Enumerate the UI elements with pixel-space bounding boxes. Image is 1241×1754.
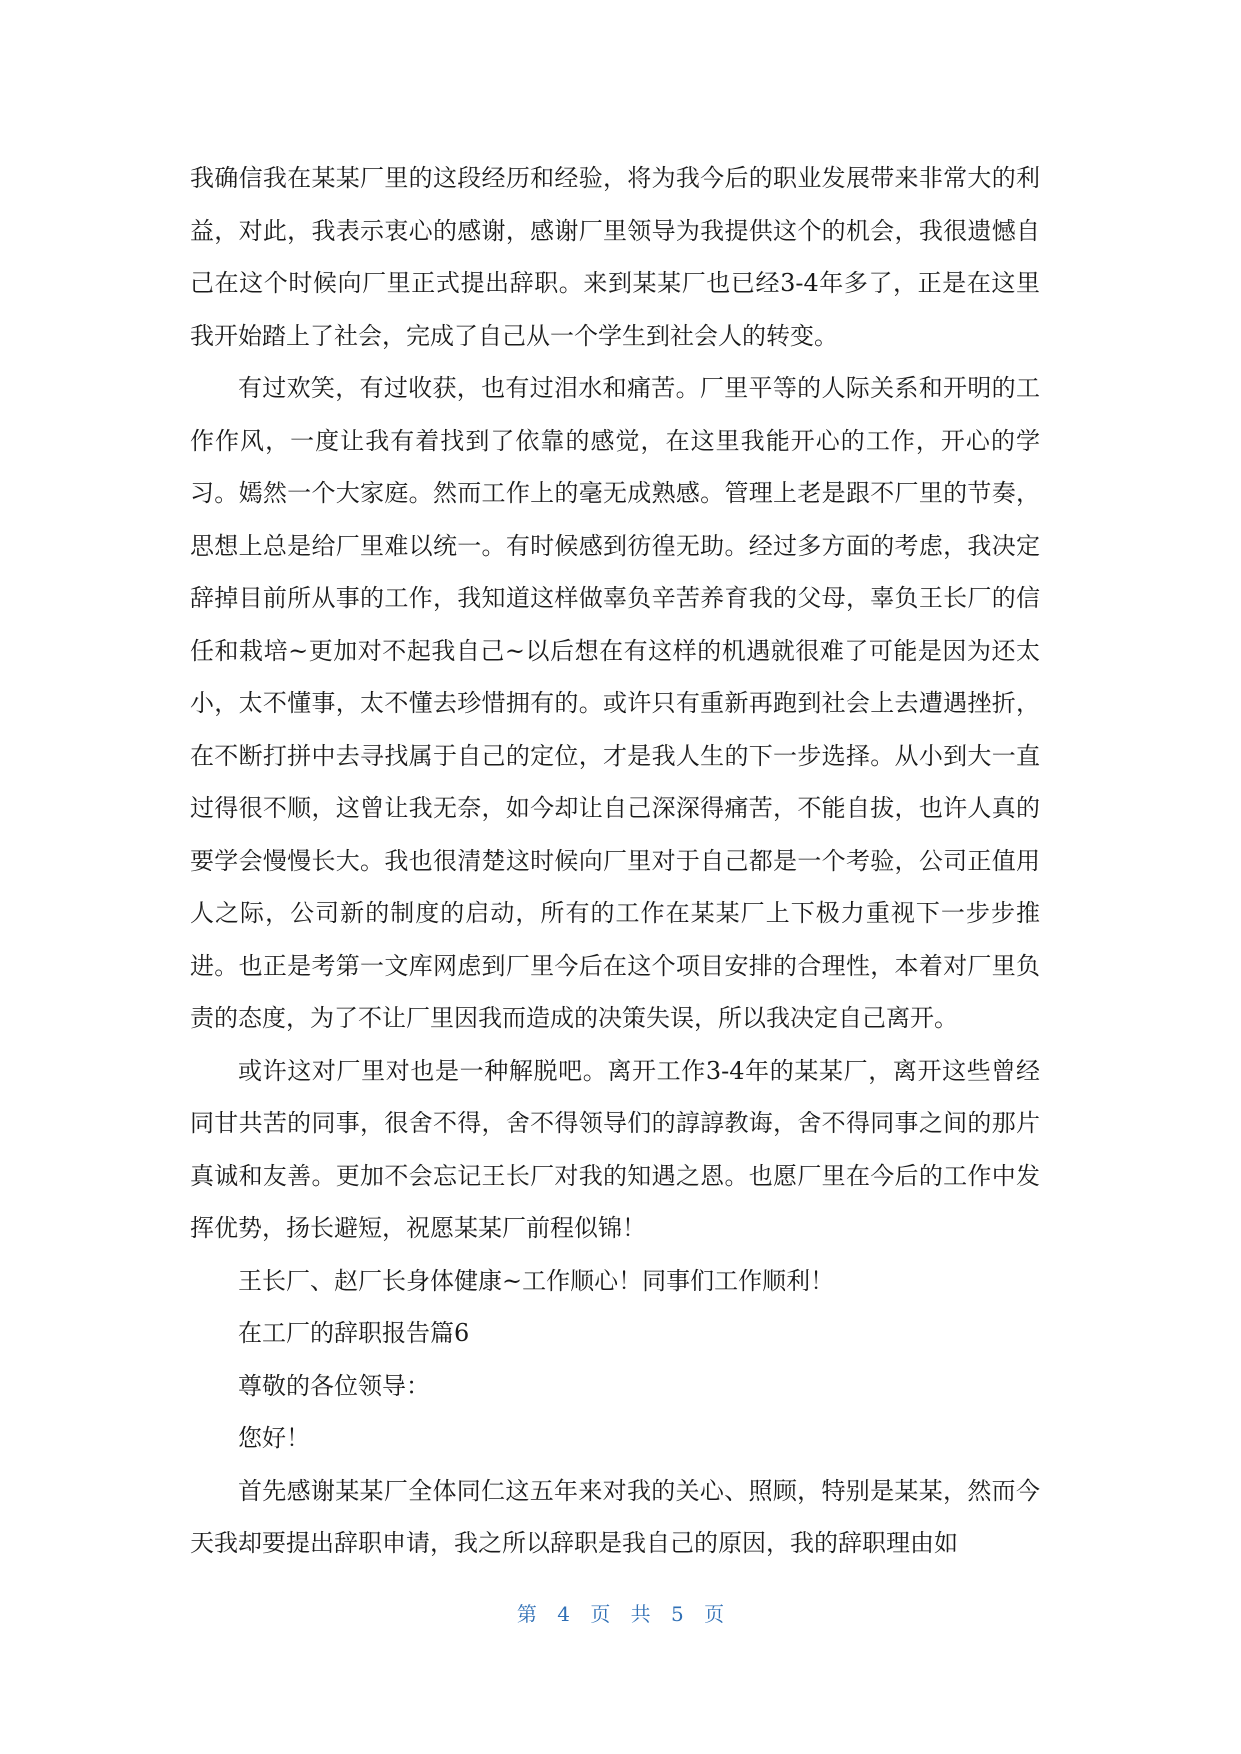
footer-page-unit-end: 页 xyxy=(704,1602,725,1626)
footer-total-pages: 5 xyxy=(671,1602,684,1626)
footer-page-unit: 页 xyxy=(590,1602,611,1626)
paragraph-3: 或许这对厂里对也是一种解脱吧。离开工作3-4年的某某厂，离开这些曾经同甘共苦的同事，很舍不得，舍不得领导们的諄諄教诲，舍不得同事之间的那片真诚和友善。更加不会忘记王长厂对我的知遇之恩。也愿厂里在今后的工作中发挥优势，扬长避短，祝愿某某厂前程似锦！ xyxy=(190,1056,1040,1242)
paragraph-2: 有过欢笑，有过收获，也有过泪水和痛苦。厂里平等的人际关系和开明的工作作风，一度让我有着找到了依靠的感觉，在这里我能开心的工作，开心的学习。嫣然一个大家庭。然而工作上的毫无成熟感。管理上老是跟不厂里的节奏，思想上总是给厂里难以统一。有时候感到彷徨无助。经过多方面的考虑，我决定辞掉目前所从事的工作，我知道这样做辜负辛苦养育我的父母，辜负王长厂的信任和栽培~更加对不起我自己~以后想在有这样的机遇就很难了可能是因为还太小，太不懂事，太不懂去珍惜拥有的。或许只有重新再跑到社会上去遭遇挫折，在不断打拼中去寻找属于自己的定位，才是我人生的下一步选择。从小到大一直过得很不顺，这曾让我无奈，如今却让自己深深得痛苦，不能自拔，也许人真的要学会慢慢长大。我也很清楚这时候向厂里对于自己都是一个考验，公司正值用人之际，公司新的制度的启动，所有的工作在某某厂上下极力重视下一步步推进。也正是考第一文库网虑到厂里今后在这个项目安排的合理性，本着对厂里负责的态度，为了不让厂里因我而造成的决策失误，所以我决定自己离开。 xyxy=(190,374,1040,1032)
section-heading: 在工厂的辞职报告篇6 xyxy=(238,1319,470,1347)
footer-page-word: 第 xyxy=(516,1602,537,1626)
paragraph-1: 我确信我在某某厂里的这段经历和经验，将为我今后的职业发展带来非常大的利益，对此，我表示衷心的感谢，感谢厂里领导为我提供这个的机会，我很遗憾自己在这个时候向厂里正式提出辞职。来到某某厂也已经3-4年多了，正是在这里我开始踏上了社会，完成了自己从一个学生到社会人的转变。 xyxy=(190,164,1040,350)
paragraph-8: 首先感谢某某厂全体同仁这五年来对我的关心、照顾，特别是某某，然而今天我却要提出辞职申请，我之所以辞职是我自己的原因，我的辞职理由如 xyxy=(190,1476,1040,1557)
footer-total-word: 共 xyxy=(630,1602,651,1626)
paragraph-4: 王长厂、赵厂长身体健康~工作顺心！同事们工作顺利！ xyxy=(238,1266,835,1295)
page-footer xyxy=(0,1598,1241,1627)
greeting: 您好！ xyxy=(238,1424,310,1452)
salutation: 尊敬的各位领导： xyxy=(238,1371,430,1400)
document-body xyxy=(190,152,1040,1570)
footer-current-page: 4 xyxy=(557,1602,570,1626)
